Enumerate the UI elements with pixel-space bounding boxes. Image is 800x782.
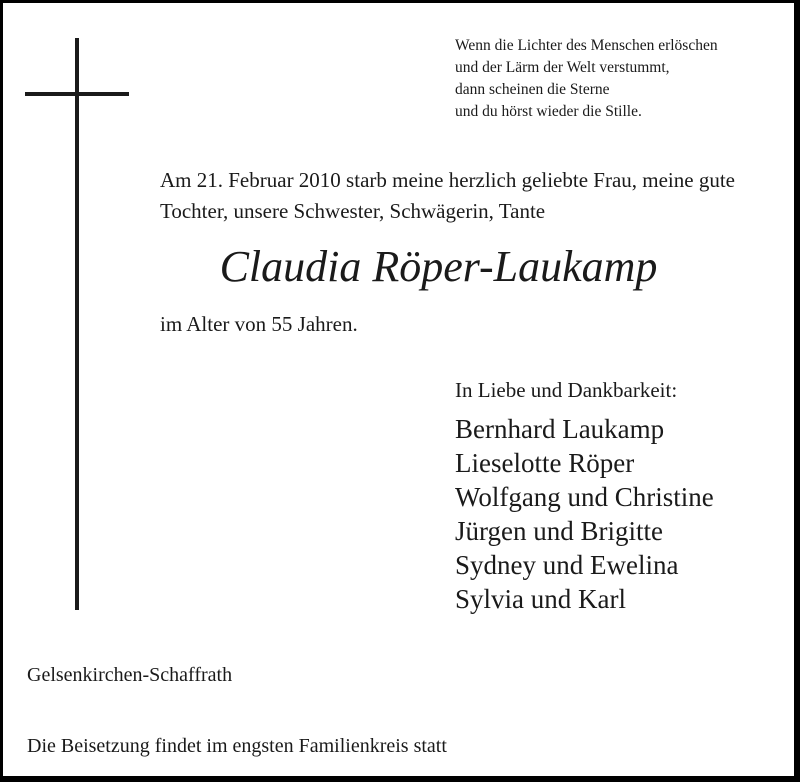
mourner-name: Sydney und Ewelina: [455, 550, 679, 580]
mourner-name: Lieselotte Röper: [455, 448, 635, 478]
mourner-name: Wolfgang und Christine: [455, 482, 714, 512]
cross-icon-horizontal: [25, 92, 129, 96]
poem-line: und der Lärm der Welt verstummt,: [455, 59, 670, 76]
funeral-notice: Die Beisetzung findet im engsten Familienkreis statt: [27, 735, 447, 757]
death-announcement: [160, 165, 735, 227]
mourner-name: Bernhard Laukamp: [455, 414, 665, 444]
mourner-name: Sylvia und Karl: [455, 584, 626, 614]
poem-line: dann scheinen die Sterne: [455, 81, 610, 98]
thanks-label: In Liebe und Dankbarkeit:: [455, 378, 678, 402]
cross-icon-vertical: [75, 38, 79, 610]
poem: [455, 35, 718, 123]
place-name: Gelsenkirchen-Schaffrath: [27, 664, 233, 686]
obituary-notice: [3, 3, 794, 776]
age-text: im Alter von 55 Jahren.: [160, 312, 358, 336]
announcement-line: Tochter, unsere Schwester, Schwägerin, Tante: [160, 199, 546, 223]
mourners-list: [455, 412, 714, 616]
mourner-name: Jürgen und Brigitte: [455, 516, 663, 546]
announcement-line: Am 21. Februar 2010 starb meine herzlich geliebte Frau, meine gute: [160, 168, 735, 192]
deceased-name: Claudia Röper-Laukamp: [219, 242, 658, 291]
poem-line: und du hörst wieder die Stille.: [455, 103, 642, 120]
poem-line: Wenn die Lichter des Menschen erlöschen: [455, 37, 718, 54]
